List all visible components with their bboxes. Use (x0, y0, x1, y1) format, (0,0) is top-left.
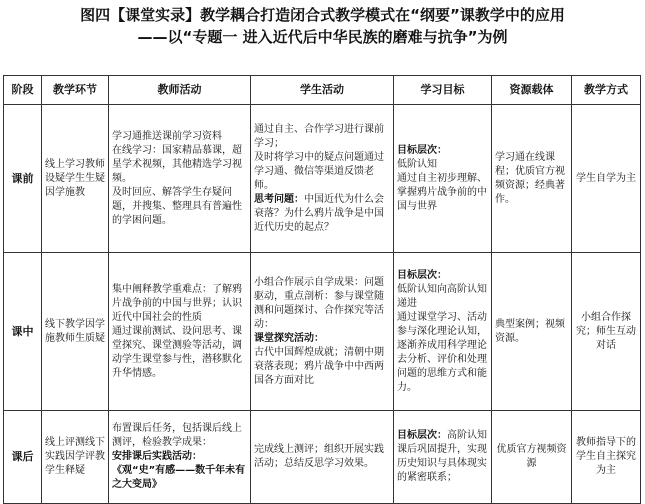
student-cell (251, 105, 394, 253)
goal-label: 目标层次： (397, 144, 447, 156)
stage-cell: 课后 (4, 411, 42, 504)
resource-cell: 典型案例；视频资源。 (492, 253, 572, 411)
goal-level: 低阶认知向高阶认知递进 (397, 283, 487, 309)
goal-cell (394, 253, 492, 411)
teacher-line: 学习通推送课前学习资料 (112, 130, 222, 142)
teacher-cell (109, 105, 251, 253)
goal-text: 通过自主初步理解、掌握鸦片战争前的中国与世界 (397, 172, 487, 212)
page-title (0, 4, 645, 48)
teacher-line: 通过课前测试、设问思考、课堂探究、课堂测验等活动，调动学生课堂参与性，潜移默化升华情感。 (112, 325, 242, 379)
link-cell: 线上学习教师设疑学生生疑因学施教 (42, 105, 109, 253)
header-student: 学生活动 (251, 76, 394, 105)
method-cell: 小组合作探究；师生互动对话 (572, 253, 641, 411)
header-goal: 学习目标 (394, 76, 492, 105)
table-row (4, 105, 641, 253)
goal-level: 高阶认知 (447, 430, 487, 441)
title-line-1: 图四【课堂实录】教学耦合打造闭合式教学模式在“纲要”课教学中的应用 (80, 6, 565, 24)
teacher-line: 集中阐释教学重难点：了解鸦片战争前的中国与世界；认识近代中国社会的性质 (112, 283, 242, 323)
header-resource: 资源载体 (492, 76, 572, 105)
student-line: 古代中国辉煌成就；清朝中期衰落表现；鸦片战争中中西两国各方面对比 (254, 346, 384, 386)
goal-text: 课后巩固提升，实现历史知识与具体现实的紧密联系； (397, 444, 487, 483)
table-row (4, 411, 641, 504)
title-line-2: ——以“专题一 进入近代后中华民族的磨难与抗争”为例 (137, 28, 508, 46)
method-cell: 教师指导下的学生自主探究为主 (572, 411, 641, 504)
header-teacher: 教师活动 (109, 76, 251, 105)
student-cell (251, 253, 394, 411)
header-link: 教学环节 (42, 76, 109, 105)
student-line: 小组合作展示自学成果：问题驱动，重点剖析：参与课堂随测和问题探讨、合作探究等活动： (254, 276, 384, 330)
stage-cell: 课中 (4, 253, 42, 411)
student-cell: 完成线上测评；组织开展实践活动；总结反思学习效果。 (251, 411, 394, 504)
link-cell: 线上评测线下实践因学评教学生释疑 (42, 411, 109, 504)
header-method: 教学方式 (572, 76, 641, 105)
goal-cell (394, 411, 492, 504)
stage-cell: 课前 (4, 105, 42, 253)
resource-cell: 优质官方视频资源 (492, 411, 572, 504)
header-row (4, 76, 641, 105)
header-stage: 阶段 (4, 76, 42, 105)
student-line: 及时将学习中的疑点问题通过学习通、微信等渠道反馈老师。 (254, 151, 384, 191)
teacher-line: 布置课后任务，包括课后线上测评，检验教学成果： (112, 423, 242, 448)
link-cell: 线下教学因学施教师生质疑 (42, 253, 109, 411)
goal-label: 目标层次： (397, 430, 447, 441)
method-cell: 学生自学为主 (572, 105, 641, 253)
teacher-cell (109, 253, 251, 411)
teacher-line: 在线学习：国家精品慕课，超星学术视频，其他精选学习视频。 (112, 144, 242, 184)
goal-cell (394, 105, 492, 253)
student-label: 课堂探究活动： (254, 332, 324, 344)
student-line: 中国近代为什么会衰落？为什么鸦片战争是中国近代历史的起点？ (254, 193, 384, 233)
lesson-table (3, 75, 641, 504)
student-label: 思考问题： (254, 193, 304, 205)
goal-level: 低阶认知 (397, 158, 437, 170)
table-row (4, 253, 641, 411)
goal-label: 目标层次： (397, 269, 447, 281)
goal-text: 通过课堂学习、活动参与深化理论认知，逐渐养成用科学理论去分析、评价和处理问题的思维方式和能力。 (397, 311, 487, 393)
teacher-line: 及时回应、解答学生存疑问题，并搜集、整理具有普遍性的学困问题。 (112, 186, 242, 226)
student-line: 通过自主、合作学习进行课前学习； (254, 123, 384, 149)
teacher-cell (109, 411, 251, 504)
resource-cell: 学习通在线课程；优质官方视频资源；经典著作。 (492, 105, 572, 253)
teacher-label: 安排课后实践活动：《观“史”有感——数千年未有之大变局》 (112, 451, 246, 490)
